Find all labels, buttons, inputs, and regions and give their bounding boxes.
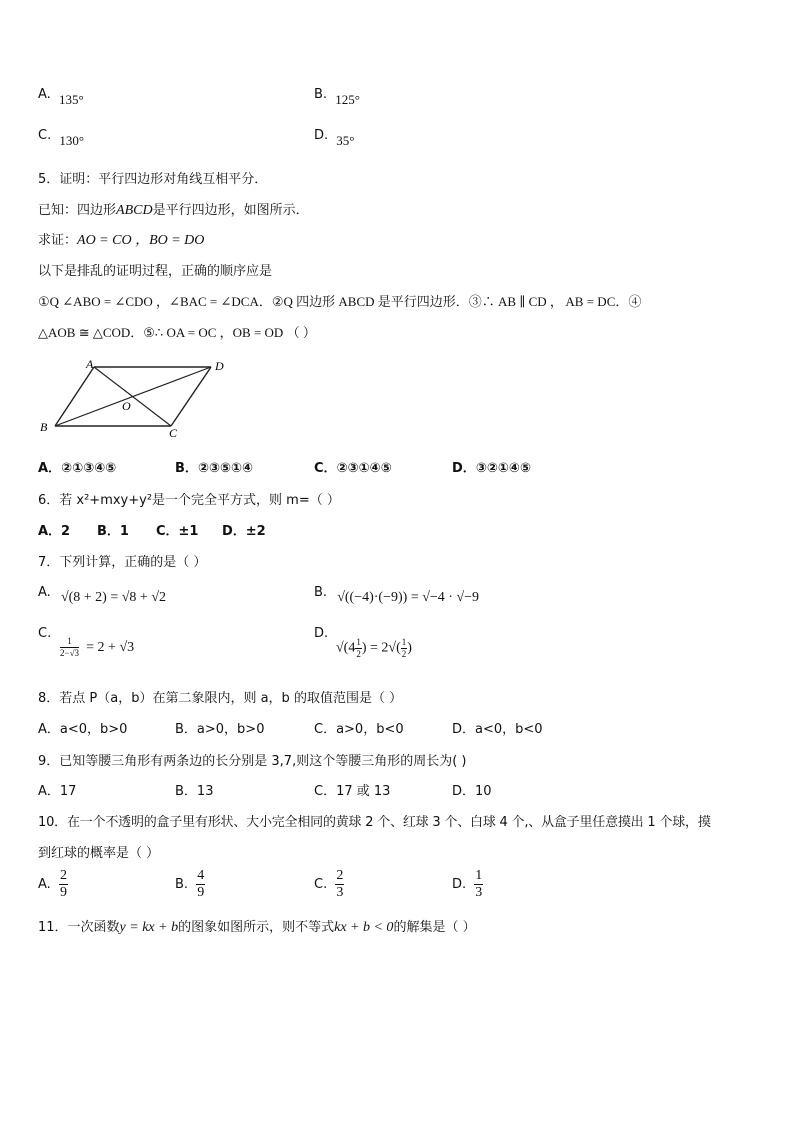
label-a: A: [86, 358, 94, 371]
q6-option-c[interactable]: C．±1: [156, 524, 199, 539]
label-d: D: [215, 359, 224, 373]
q5-option-c[interactable]: C．②③①④⑤: [314, 461, 392, 476]
denominator: 9: [197, 885, 205, 900]
q5-steps-line1: [38, 291, 641, 310]
q7-option-d[interactable]: [314, 626, 328, 641]
option-label: A.: [38, 87, 51, 102]
q9-option-d[interactable]: D．10: [452, 784, 492, 799]
label-b: B: [40, 420, 48, 434]
fraction: [60, 637, 79, 658]
q5-option-b[interactable]: B．②③⑤①④: [175, 461, 253, 476]
denominator: 9: [59, 885, 67, 900]
option-label: C.: [38, 626, 52, 641]
q5-steps-line2: [38, 322, 316, 341]
denominator: 2: [356, 649, 361, 659]
parallelogram-figure: [36, 358, 236, 440]
option-expr: √((−4)·(−9)) = √−4 · √−9: [337, 590, 480, 605]
q8-option-c[interactable]: C．a>0，b<0: [314, 722, 404, 737]
option-label: B.: [314, 87, 328, 102]
numerator: 2: [336, 868, 344, 883]
q5-option-a[interactable]: A．②①③④⑤: [38, 461, 117, 476]
option-value: 125°: [335, 92, 360, 107]
q5-prove: [38, 229, 204, 249]
option-label: B.: [314, 585, 328, 600]
numerator: 2: [59, 868, 67, 883]
q10-option-a[interactable]: [38, 869, 68, 900]
q9-option-c[interactable]: C．17 或 13: [314, 784, 391, 799]
q11-middle: 的图象如图所示，则不等式: [178, 920, 335, 935]
q8-option-b[interactable]: B．a>0，b>0: [175, 722, 265, 737]
q6-title: 6．若 x²+mxy+y²是一个完全平方式，则 m=（ ）: [38, 493, 340, 508]
d-end: ): [407, 640, 412, 656]
option-label: D.: [452, 877, 467, 892]
denominator: 2−√3: [60, 648, 80, 658]
q11-function: y = kx + b: [119, 920, 179, 935]
option-label: D.: [314, 626, 329, 641]
q10-option-d[interactable]: [452, 869, 483, 900]
q5-option-d[interactable]: D．③②①④⑤: [452, 461, 531, 476]
q10-option-b[interactable]: [175, 869, 205, 900]
option-expr: √(8 + 2) = √8 + √2: [60, 590, 166, 605]
q6-option-a[interactable]: A．2: [38, 524, 71, 539]
q9-title: 9．已知等腰三角形有两条边的长分别是 3,7,则这个等腰三角形的周长为( ): [38, 754, 467, 769]
option-value: 130°: [59, 133, 85, 148]
q4-option-d[interactable]: [314, 127, 355, 148]
option-label: A.: [38, 585, 51, 600]
q5-given: [38, 199, 309, 219]
prove-math: AO = CO ，BO = DO: [77, 233, 205, 248]
q7-option-b[interactable]: [314, 585, 480, 605]
option-label: D.: [314, 128, 329, 143]
q10-line2: 到红球的概率是（ ）: [38, 846, 160, 861]
q7-option-a[interactable]: [38, 585, 166, 605]
label-c: C: [169, 426, 178, 440]
q7-option-c[interactable]: [38, 626, 51, 641]
q11-inequality: kx + b < 0: [334, 920, 394, 935]
q7-option-c-expr: [60, 637, 134, 658]
numerator: 1: [356, 637, 361, 647]
d-mid: ) = 2√(: [361, 640, 401, 656]
q8-option-d[interactable]: D．a<0，b<0: [452, 722, 543, 737]
option-label: A.: [38, 877, 51, 892]
label-o: O: [122, 399, 131, 413]
q10-option-c[interactable]: [314, 869, 344, 900]
steps-line1: ①Q ∠ABO = ∠CDO ，∠BAC = ∠DCA．②Q 四边形 ABCD 是平行四边形．③∴ AB ∥ CD ， AB = DC．④: [38, 294, 642, 309]
numerator: 4: [197, 868, 205, 883]
edge-ab: [55, 367, 94, 426]
q11-title: [38, 916, 476, 936]
q5-intro: 以下是排乱的证明过程，正确的顺序应是: [38, 264, 273, 279]
denominator: 3: [336, 885, 344, 900]
edge-cd: [171, 367, 211, 426]
q4-option-b[interactable]: [314, 86, 360, 107]
denominator: 3: [475, 885, 483, 900]
q6-option-b[interactable]: B．1: [97, 524, 129, 539]
q9-option-b[interactable]: B．13: [175, 784, 214, 799]
numerator: 1: [475, 868, 483, 883]
q11-suffix: 的解集是（ ）: [393, 920, 476, 935]
option-label: C.: [314, 877, 328, 892]
rhs: = 2 + √3: [86, 640, 135, 655]
q8-title: 8．若点 P（a，b）在第二象限内，则 a，b 的取值范围是（ ）: [38, 691, 403, 706]
q7-title: 7．下列计算，正确的是（ ）: [38, 555, 207, 570]
fraction: [59, 869, 68, 900]
q11-prefix: 11．一次函数: [38, 920, 120, 935]
q6-option-d[interactable]: D．±2: [222, 524, 266, 539]
q4-option-c[interactable]: [38, 127, 85, 148]
given-prefix: 已知：四边形: [38, 203, 117, 218]
numerator: 1: [401, 637, 407, 647]
fraction: [196, 869, 205, 900]
option-value: 35°: [336, 133, 355, 148]
option-label: B.: [175, 877, 189, 892]
diagonal-bd: [55, 367, 211, 426]
d-lhs: √(4: [336, 640, 356, 656]
option-value: 135°: [58, 92, 84, 107]
prove-prefix: 求证：: [38, 233, 78, 248]
q8-option-a[interactable]: A．a<0，b>0: [38, 722, 128, 737]
steps-line2: △AOB ≅ △COD．⑤∴ OA = OC ，OB = OD （ ）: [38, 325, 316, 340]
given-suffix: 是平行四边形，如图所示．: [152, 203, 309, 218]
q9-option-a[interactable]: A．17: [38, 784, 77, 799]
fraction: [474, 869, 483, 900]
given-math: ABCD: [116, 203, 153, 218]
q10-line1: 10．在一个不透明的盒子里有形状、大小完全相同的黄球 2 个、红球 3 个、白球 4 个,、从盒子里任意摸出 1 个球，摸: [38, 815, 711, 830]
denominator: 2: [401, 649, 407, 659]
q4-option-a[interactable]: [38, 86, 84, 107]
option-label: C.: [38, 128, 52, 143]
q5-title: 5．证明：平行四边形对角线互相平分．: [38, 172, 268, 187]
numerator: 1: [60, 637, 79, 648]
fraction: [335, 869, 344, 900]
q7-option-d-expr: [336, 638, 412, 659]
